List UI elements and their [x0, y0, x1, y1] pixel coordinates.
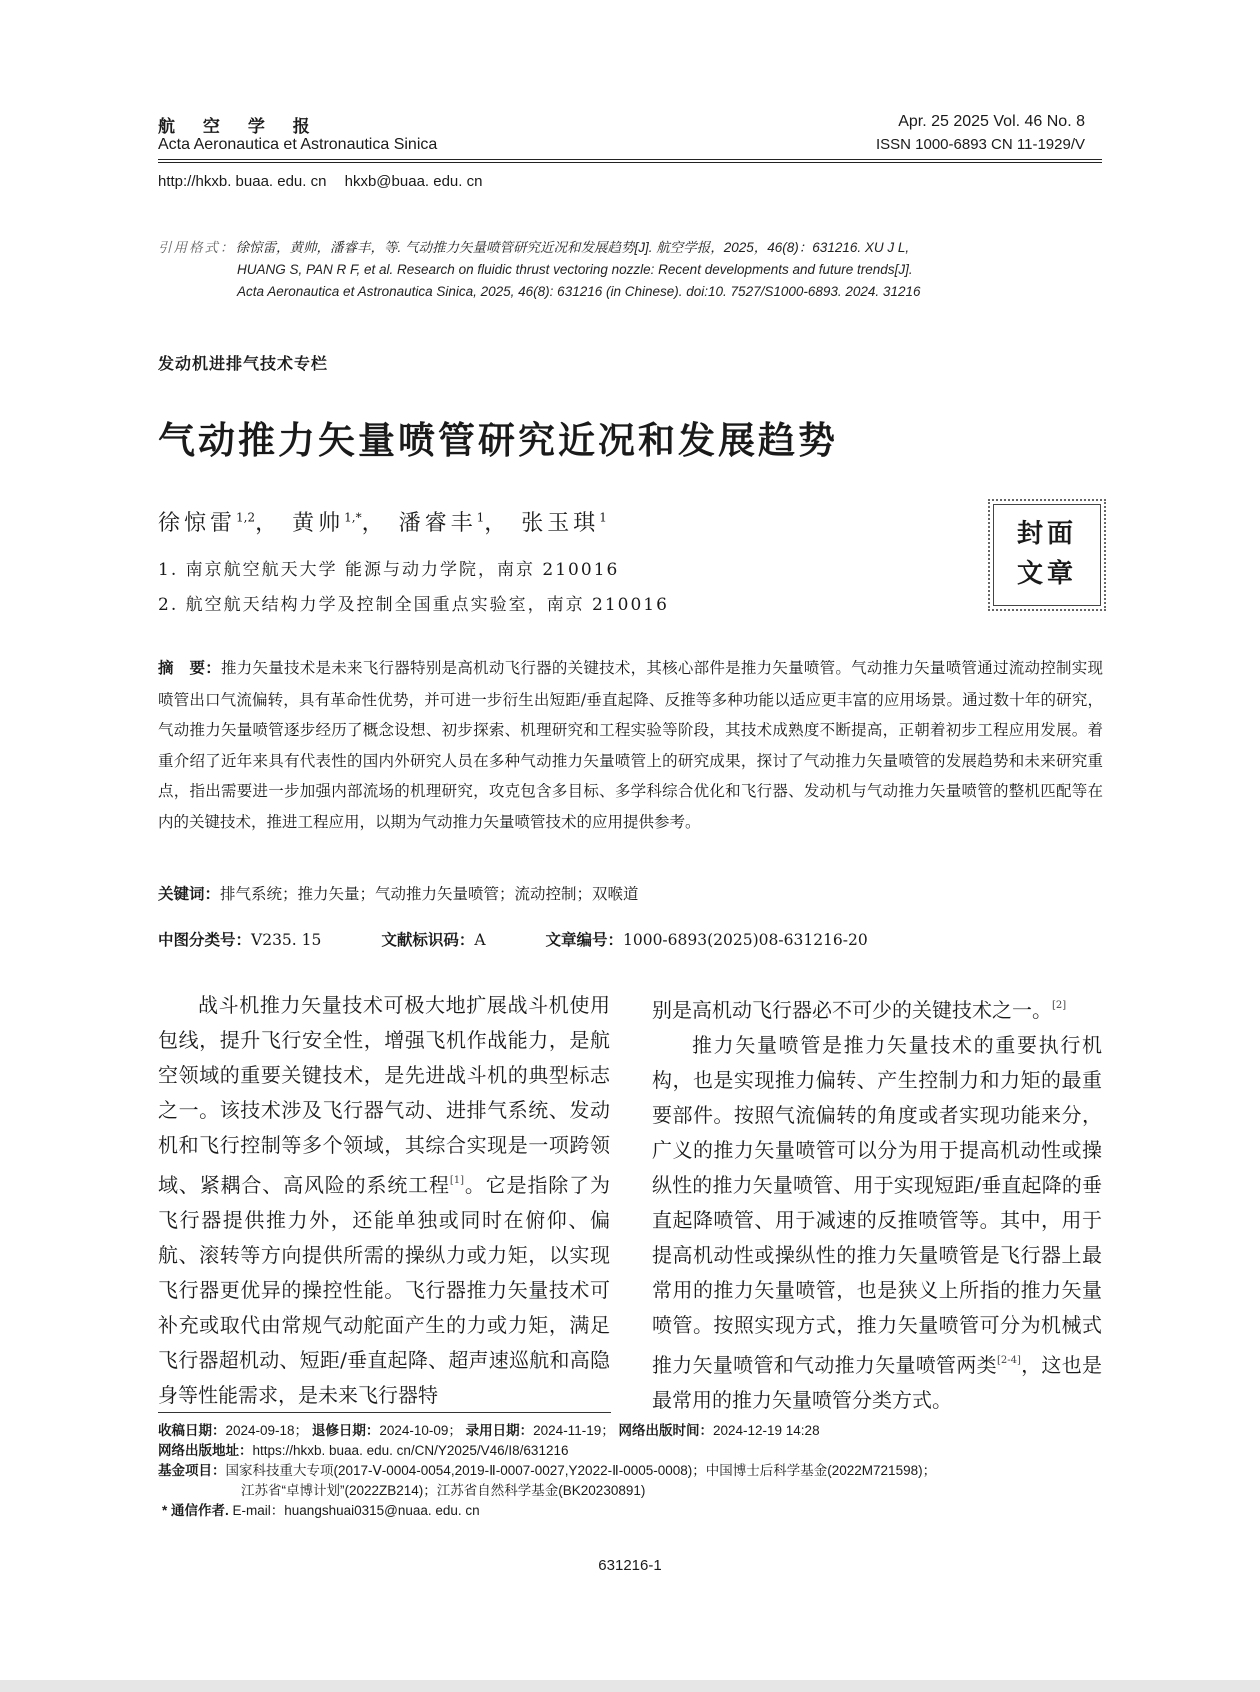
- header-rule: [158, 159, 1102, 160]
- author-name: 黄帅: [292, 511, 345, 536]
- revised-date: 2024-10-09；: [379, 1423, 462, 1438]
- issn-info: ISSN 1000-6893 CN 11-1929/V: [875, 136, 1085, 153]
- column-title: 发动机进排气技术专栏: [158, 356, 329, 373]
- online-url-link[interactable]: https://hkxb. buaa. edu. cn/CN/Y2025/V46/I8/631216: [252, 1443, 569, 1458]
- body-column-right: [652, 988, 1102, 1418]
- body-text: 别是高机动飞行器必不可少的关键技术之一。: [652, 998, 1052, 1022]
- body-paragraph: [158, 988, 610, 1413]
- abstract-text: 推力矢量技术是未来飞行器特别是高机动飞行器的关键技术，其核心部件是推力矢量喷管。气动推力矢量喷管通过流动控制实现喷管出口气流偏转，具有革命性优势，并可进一步衍生出短距/垂直起降、反推等多种功能以适应更丰富的应用场景。通过数十年的研究，气动推力矢量喷管逐步经历了概念设想、初步探索、机理研究和工程实验等阶段，其技术成熟度不断提高，正朝着初步工程应用发展。着重介绍了近年来具有代表性的国内外研究人员在多种气动推力矢量喷管上的研究成果，探讨了气动推力矢量喷管的发展趋势和未来研究重点，指出需要进一步加强内部流场的机理研究，攻克包含多目标、多学科综合优化和飞行器、发动机与气动推力矢量喷管的整机匹配等在内的关键技术，推进工程应用，以期为气动推力矢量喷管技术的应用提供参考。: [158, 659, 1103, 831]
- stamp-line-2: 文章: [1016, 559, 1077, 589]
- article-number-label: 文章编号：: [545, 932, 623, 949]
- corresponding-email-link[interactable]: E-mail：huangshuai0315@nuaa. edu. cn: [232, 1503, 480, 1518]
- classification: [158, 928, 868, 950]
- body-paragraph: [652, 988, 1102, 1028]
- reference-mark[interactable]: [2]: [1052, 1000, 1067, 1011]
- footnote-dates: [158, 1421, 1118, 1441]
- received-label: 收稿日期：: [158, 1423, 226, 1438]
- funding-text: 江苏省“卓博计划”(2022ZB214)；江苏省自然科学基金(BK20230891): [241, 1483, 646, 1498]
- journal-name-cn: 航 空 学 报: [158, 117, 321, 137]
- body-text: 战斗机推力矢量技术可极大地扩展战斗机使用包线，提升飞行安全性，增强飞机作战能力，是航空领域的重要关键技术，是先进战斗机的典型标志之一。该技术涉及飞行器气动、进排气系统、发动机和飞行控制等多个领域，其综合实现是一项跨领域、紧耦合、高风险的系统工程: [158, 993, 610, 1197]
- author-affil-mark: 1: [599, 510, 607, 525]
- author-separator: ，: [255, 511, 282, 536]
- author-separator: ，: [484, 511, 511, 536]
- article-number-value: 1000-6893(2025)08-631216-20: [622, 931, 868, 949]
- author-name: 潘睿丰: [398, 511, 477, 536]
- footnote-funding: [158, 1461, 1118, 1501]
- header-rule-second: [158, 162, 1102, 163]
- page-number: 631216-1: [598, 1557, 662, 1574]
- body-text: ，这也是最常用的推力矢量喷管分类方式。: [652, 1353, 1103, 1412]
- funding-text: 国家科技重大专项(2017-Ⅴ-0004-0054,2019-Ⅱ-0007-0027,Y2022-Ⅱ-0005-0008)；中国博士后科学基金(2022M721598)；: [225, 1463, 937, 1478]
- accepted-date: 2024-11-19；: [533, 1423, 615, 1438]
- doc-code-value: A: [474, 931, 486, 949]
- cover-article-stamp: [993, 504, 1101, 606]
- abstract-label: 摘 要：: [158, 660, 222, 677]
- author-name: 徐惊雷: [158, 511, 237, 536]
- author-affil-mark: 1,2: [236, 510, 256, 525]
- journal-url-link[interactable]: http://hkxb. buaa. edu. cn: [158, 173, 327, 190]
- author-separator: ，: [361, 511, 388, 536]
- web-label: 网络出版地址：: [158, 1443, 253, 1458]
- author-list: [158, 506, 607, 537]
- keywords-text: 排气系统；推力矢量；气动推力矢量喷管；流动控制；双喉道: [220, 885, 639, 903]
- revised-label: 退修日期：: [311, 1423, 380, 1438]
- stamp-line-1: 封面: [1016, 519, 1077, 549]
- viewer-bottom-bar: [0, 1680, 1260, 1692]
- reference-mark[interactable]: [2-4]: [996, 1355, 1021, 1366]
- doc-code-label: 文献标识码：: [381, 932, 475, 949]
- online-label: 网络出版时间：: [618, 1423, 713, 1438]
- affiliation-2: 2. 航空航天结构力学及控制全国重点实验室，南京 210016: [158, 595, 669, 615]
- author-affil-mark: 1: [476, 510, 485, 525]
- body-text: 。它是指除了为飞行器提供推力外，还能单独或同时在俯仰、偏航、滚转等方向提供所需的操纵力或力矩，以实现飞行器更优异的操控性能。飞行器推力矢量技术可补充或取代由常规气动舵面产生的力或力矩，满足飞行器超机动、短距/垂直起降、超声速巡航和高隐身等性能需求，是未来飞行器特: [158, 1173, 611, 1407]
- affiliation-1: 1. 南京航空航天大学 能源与动力学院，南京 210016: [158, 560, 620, 580]
- citation-line-1: 徐惊雷，黄帅，潘睿丰，等. 气动推力矢量喷管研究近况和发展趋势[J]. 航空学报，2025，46(8)：631216. XU J L,: [235, 240, 910, 255]
- citation-line-3: Acta Aeronautica et Astronautica Sinica, 2025, 46(8): 631216 (in Chinese). doi:10. 7527/S1000-6893. 2024. 31216: [237, 284, 921, 299]
- journal-contact: [158, 173, 496, 190]
- abstract: [158, 653, 1103, 837]
- footnotes: [158, 1421, 1118, 1521]
- footnote-web: [158, 1441, 1118, 1461]
- journal-name-en: Acta Aeronautica et Astronautica Sinica: [158, 136, 438, 153]
- body-column-left: [158, 988, 610, 1413]
- received-date: 2024-09-18；: [225, 1423, 309, 1438]
- author-affil-mark: 1,*: [344, 510, 362, 525]
- body-text: 推力矢量喷管是推力矢量技术的重要执行机构，也是实现推力偏转、产生控制力和力矩的最重要部件。按照气流偏转的角度或者实现功能来分，广义的推力矢量喷管可以分为用于提高机动性或操纵性的推力矢量喷管、用于实现短距/垂直起降的垂直起降喷管、用于减速的反推喷管等。其中，用于提高机动性或操纵性的推力矢量喷管是飞行器上最常用的推力矢量喷管，也是狭义上所指的推力矢量喷管。按照实现方式，推力矢量喷管可分为机械式推力矢量喷管和气动推力矢量喷管两类: [652, 1033, 1102, 1377]
- author-name: 张玉琪: [521, 511, 600, 536]
- body-paragraph: [652, 1028, 1102, 1418]
- corresponding-label: * 通信作者.: [162, 1503, 229, 1518]
- citation-block: [158, 237, 1118, 303]
- funding-label: 基金项目：: [158, 1463, 226, 1478]
- accepted-label: 录用日期：: [465, 1423, 534, 1438]
- clc-value: V235. 15: [251, 931, 322, 949]
- footnote-corresponding: [158, 1501, 1118, 1521]
- issue-info: Apr. 25 2025 Vol. 46 No. 8: [898, 113, 1085, 130]
- journal-email-link[interactable]: hkxb@buaa. edu. cn: [344, 173, 483, 190]
- citation-label: 引用格式：: [158, 240, 236, 255]
- keywords-label: 关键词：: [158, 886, 221, 903]
- paper-title: 气动推力矢量喷管研究近况和发展趋势: [158, 418, 838, 462]
- keywords: [158, 882, 639, 904]
- footnote-rule: [158, 1412, 611, 1413]
- clc-label: 中图分类号：: [158, 932, 252, 949]
- citation-line-2: HUANG S, PAN R F, et al. Research on fluidic thrust vectoring nozzle: Recent developments and future trends[J].: [237, 262, 913, 277]
- reference-mark[interactable]: [1]: [449, 1175, 465, 1186]
- online-date: 2024-12-19 14:28: [712, 1423, 820, 1438]
